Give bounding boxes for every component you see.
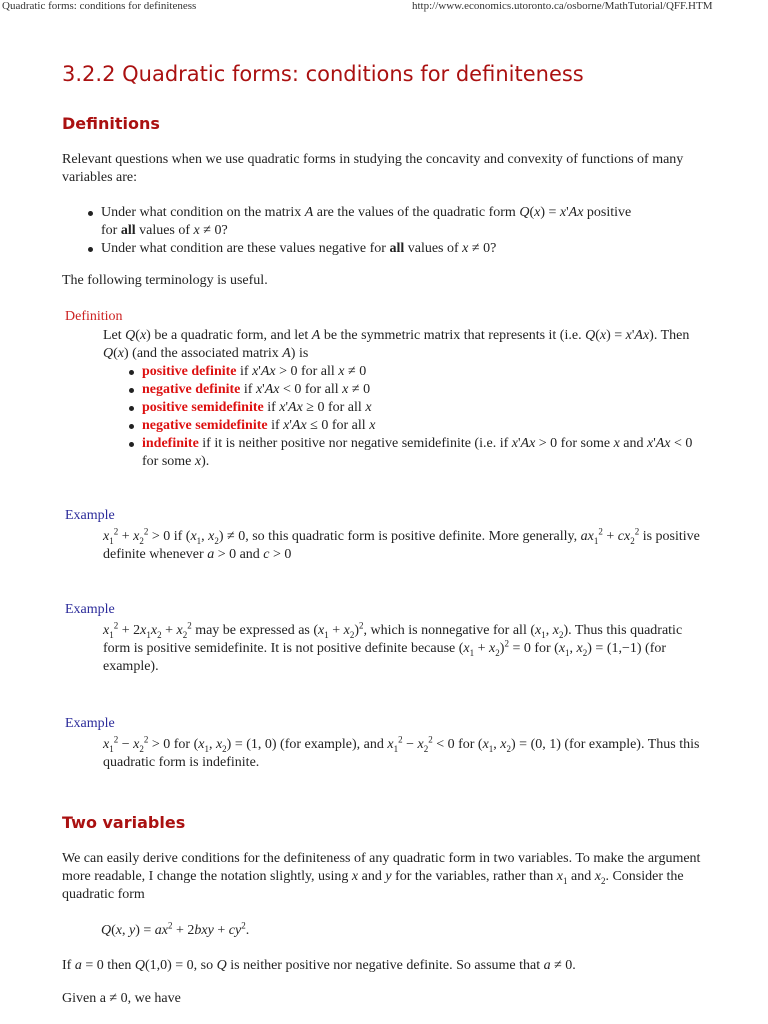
definition-item-indefinite: indefinite if it is neither positive nor negative semidefinite (i.e. if x'Ax > 0 for some x and x'Ax < 0 for some x). [142, 435, 702, 471]
question-bullet-1: Under what condition on the matrix A are the values of the quadratic form Q(x) = x'Ax positive for all values of x ≠ 0? [101, 204, 713, 240]
example-label-1: Example [65, 508, 115, 523]
example-text-2: $x_1^2 + 2x_1x_2 + x_2^2$ may be expressed as $(x_1 + x_2)^2$, which is nonnegative for all ($x_1$, $x_2$). Thus this quadratic form is positive semidefinite. It is not positive definite because $(x_1 + x_2)^2 = 0$ for ($x_1$, $x_2) = (1,-1)$ (for example). [103, 620, 683, 674]
term-negative-definite: negative definite [142, 382, 241, 397]
definition-item-negative-semidefinite: negative semidefinite if x'Ax ≤ 0 for all x [142, 418, 376, 433]
two-variables-paragraph: We can easily derive conditions for the definiteness of any quadratic form in two variables. To make the argument more readable, I change the notation slightly, using x and y for the variables, rather than $x_1$ and $x_2$. Consider the quadratic form [62, 851, 701, 902]
definition-label: Definition [65, 309, 123, 324]
definition-item-positive-definite: positive definite if x'Ax > 0 for all x ≠ 0 [142, 364, 367, 379]
section-title-definitions: Definitions [62, 114, 160, 133]
example-label-2: Example [65, 602, 115, 617]
given-text: Given a ≠ 0, we have [62, 991, 181, 1006]
page-title: 3.2.2 Quadratic forms: conditions for definiteness [62, 62, 584, 86]
page-title-header: Quadratic forms: conditions for definiteness [2, 0, 197, 12]
definition-item-negative-definite: negative definite if x'Ax < 0 for all x ≠ 0 [142, 382, 371, 397]
term-positive-semidefinite: positive semidefinite [142, 400, 264, 415]
section-title-two-variables: Two variables [62, 813, 186, 832]
question-bullet-2: Under what condition are these values negative for all values of x ≠ 0? [101, 240, 713, 258]
case-a-zero-paragraph: If a = 0 then Q(1,0) = 0, so Q is neither positive nor negative definite. So assume that a ≠ 0. [62, 958, 576, 973]
browser-print-header [0, 0, 768, 14]
url-header: http://www.economics.utoronto.ca/osborne/MathTutorial/QFF.HTM [412, 0, 713, 12]
term-indefinite: indefinite [142, 436, 199, 451]
example-text-3: $x_1^2 - x_2^2 > 0$ for ($x_1$, $x_2) = (1$, 0) (for example), and $x_1^2 - x_2^2 < 0$ for ($x_1$, $x_2) = (0$, 1) (for example). Thus this quadratic form is indefinite. [103, 734, 700, 770]
definition-item-positive-semidefinite: positive semidefinite if x'Ax ≥ 0 for all x [142, 400, 372, 415]
example-text-1: $x_1^2 + x_2^2 > 0$ if ($x_1$, $x_2) \ne 0$, so this quadratic form is positive definite. More generally, $ax_1^2 + cx_2^2$ is positive definite whenever a > 0 and c > 0 [103, 526, 700, 562]
quadratic-form-equation: Q(x, $y) = ax^2 + 2bxy + cy^2$. [101, 920, 250, 938]
term-negative-semidefinite: negative semidefinite [142, 418, 268, 433]
terminology-note: The following terminology is useful. [62, 273, 268, 288]
intro-paragraph: Relevant questions when we use quadratic forms in studying the concavity and convexity of functions of many variables are: [62, 152, 684, 185]
term-positive-definite: positive definite [142, 364, 237, 379]
definition-text: Let Q(x) be a quadratic form, and let A be the symmetric matrix that represents it (i.e. Q(x) = x'Ax). Then Q(x) (and the associated matrix A) is [103, 328, 690, 361]
example-label-3: Example [65, 716, 115, 731]
